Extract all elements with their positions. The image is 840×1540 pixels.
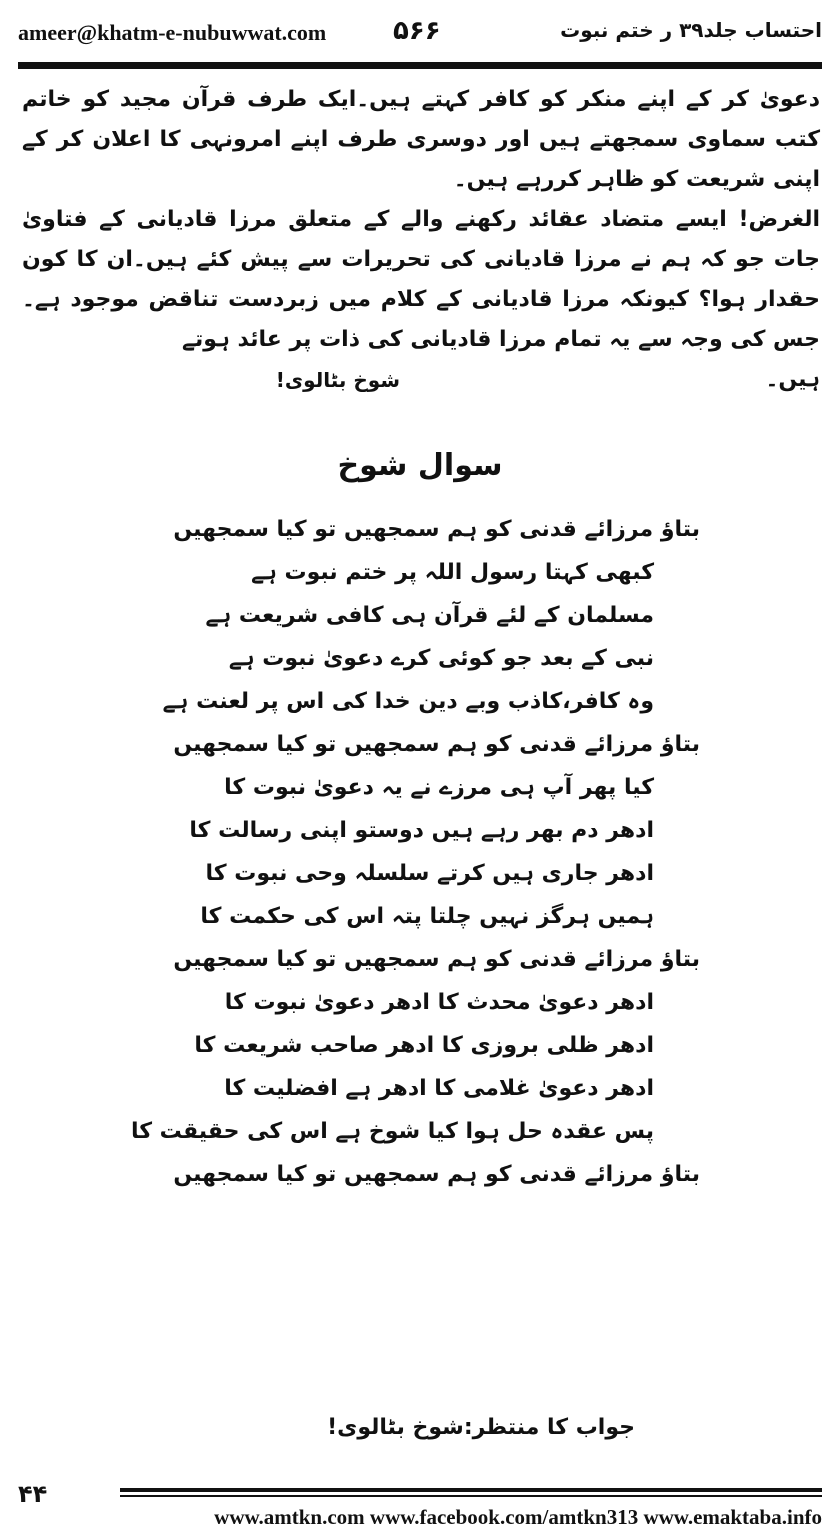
book-title: احتساب جلد۳۹ ر ختم نبوت — [560, 18, 822, 42]
poem-line: کیا پھر آپ ہی مرزے نے یہ دعویٰ نبوت کا — [224, 775, 654, 800]
footer-divider-thin — [120, 1495, 822, 1497]
poem-line: بتاؤ مرزائے قدنی کو ہم سمجھیں تو کیا سمجھیں — [173, 947, 700, 972]
paragraph-2: الغرض! ایسے متضاد عقائد رکھنے والے کے متعلق مرزا قادیانی کے فتاویٰ جات جو کہ ہم نے مرزا قادیانی کی تحریرات سے پیش کئے ہیں۔ان کا کون حقدار ہوا؟ کیونکہ مرزا قادیانی کے کلام میں زبردست تناقض موجود ہے۔جس کی وجہ سے یہ تمام مرزا قادیانی کی ذات پر عائد ہوتے — [22, 207, 820, 352]
poem-line: بتاؤ مرزائے قدنی کو ہم سمجھیں تو کیا سمجھیں — [173, 517, 700, 542]
author-signature: شوخ بٹالوی! — [275, 368, 400, 392]
poem-line: پس عقدہ حل ہوا کیا شوخ ہے اس کی حقیقت کا — [130, 1119, 654, 1144]
poem-line: ادھر جاری ہیں کرتے سلسلہ وحی نبوت کا — [205, 861, 654, 886]
poem-answer-signature: جواب کا منتظر:شوخ بٹالوی! — [327, 1415, 635, 1440]
sheet-number: ۴۴ — [18, 1480, 48, 1508]
poem-line: کبھی کہتا رسول اللہ پر ختم نبوت ہے — [251, 560, 654, 585]
paragraph-2-end: ہیں۔ — [765, 367, 820, 392]
header-divider — [18, 62, 822, 69]
poem-line: مسلمان کے لئے قرآن ہی کافی شریعت ہے — [205, 603, 654, 628]
poem-line: ادھر دم بھر رہے ہیں دوستو اپنی رسالت کا — [189, 818, 654, 843]
poem-line: ہمیں ہرگز نہیں چلتا پتہ اس کی حکمت کا — [200, 904, 654, 929]
signature-line — [22, 360, 820, 400]
poem-line: بتاؤ مرزائے قدنی کو ہم سمجھیں تو کیا سمجھیں — [173, 1162, 700, 1187]
page-header — [18, 14, 822, 54]
poem-line: بتاؤ مرزائے قدنی کو ہم سمجھیں تو کیا سمجھیں — [173, 732, 700, 757]
poem-line: وہ کافر،کاذب وبے دین خدا کی اس پر لعنت ہے — [162, 689, 654, 714]
prose-block — [22, 80, 820, 400]
poem-title: سوال شوخ — [337, 448, 503, 483]
poem-line: نبی کے بعد جو کوئی کرے دعویٰ نبوت ہے — [228, 646, 654, 671]
paragraph-1: دعویٰ کر کے اپنے منکر کو کافر کہتے ہیں۔ایک طرف قرآن مجید کو خاتم کتب سماوی سمجھتے ہیں اور دوسری طرف اپنے امرونہی کا اعلان کر کے اپنی شریعت کو ظاہر کررہے ہیں۔ — [22, 87, 820, 192]
footer-divider — [120, 1488, 822, 1492]
poem-line: ادھر ظلی بروزی کا ادھر صاحب شریعت کا — [194, 1033, 654, 1058]
page-number: ۵۶۶ — [393, 16, 441, 46]
poem-line: ادھر دعویٰ غلامی کا ادھر ہے افضلیت کا — [224, 1076, 654, 1101]
footer-links: www.amtkn.com www.facebook.com/amtkn313 www.emaktaba.info — [214, 1505, 822, 1529]
poem — [130, 508, 700, 1196]
header-email: ameer@khatm-e-nubuwwat.com — [18, 20, 327, 45]
poem-line: ادھر دعویٰ محدث کا ادھر دعویٰ نبوت کا — [224, 990, 654, 1015]
